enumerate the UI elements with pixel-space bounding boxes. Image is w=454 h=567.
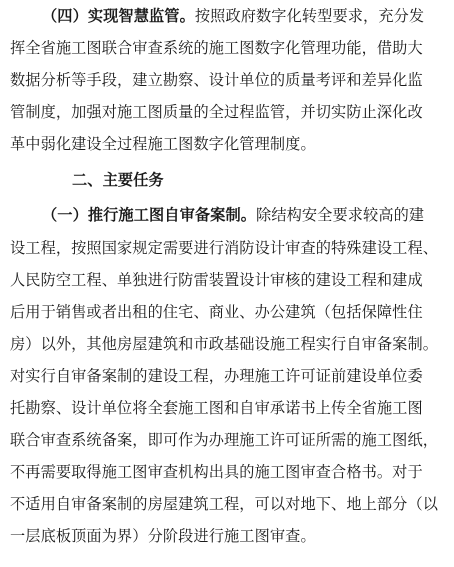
section4-title: （四）实现智慧监管。: [42, 7, 195, 25]
section1-text: 除结构安全要求较高的建: [256, 206, 425, 224]
section-heading-main-tasks: 二、主要任务: [72, 171, 164, 189]
section4-line-4: 管制度，加强对施工图质量的全过程监管，并切实防止深化改: [10, 103, 423, 121]
section4-line-2: 挥全省施工图联合审查系统的施工图数字化管理功能，借助大: [10, 39, 423, 57]
section1-line-5: 房）以外，其他房屋建筑和市政基础设施工程实行自审备案制。: [10, 335, 439, 353]
section1-line-4: 后用于销售或者出租的住宅、商业、办公建筑（包括保障性住: [10, 303, 423, 321]
section1-line-9: 不再需要取得施工图审查机构出具的施工图审查合格书。对于: [10, 463, 423, 481]
section4-text: 按照政府数字化转型要求，充分发: [194, 7, 425, 25]
section1-line-8: 联合审查系统备案，即可作为办理施工许可证所需的施工图纸，: [10, 431, 439, 449]
section4-line-5: 革中弱化建设全过程施工图数字化管理制度。: [10, 135, 316, 153]
section1-line-2: 设工程，按照国家规定需要进行消防设计审查的特殊建设工程、: [10, 239, 439, 257]
section4-line-3: 数据分析等手段，建立勘察、设计单位的质量考评和差异化监: [10, 71, 423, 89]
section1-line-1: [42, 205, 424, 225]
section1-line-11: 一层底板顶面为界）分阶段进行施工图审查。: [10, 527, 316, 545]
section1-line-6: 对实行自审备案制的建设工程，办理施工许可证前建设单位委: [10, 367, 423, 385]
section1-title: （一）推行施工图自审备案制。: [42, 206, 257, 224]
section1-line-7: 托勘察、设计单位将全套施工图和自审承诺书上传全省施工图: [10, 399, 423, 417]
section1-line-3: 人民防空工程、单独进行防雷装置设计审核的建设工程和建成: [10, 271, 423, 289]
section1-line-10: 不适用自审备案制的房屋建筑工程，可以对地下、地上部分（以: [10, 495, 439, 513]
section4-line-1: [42, 6, 424, 26]
